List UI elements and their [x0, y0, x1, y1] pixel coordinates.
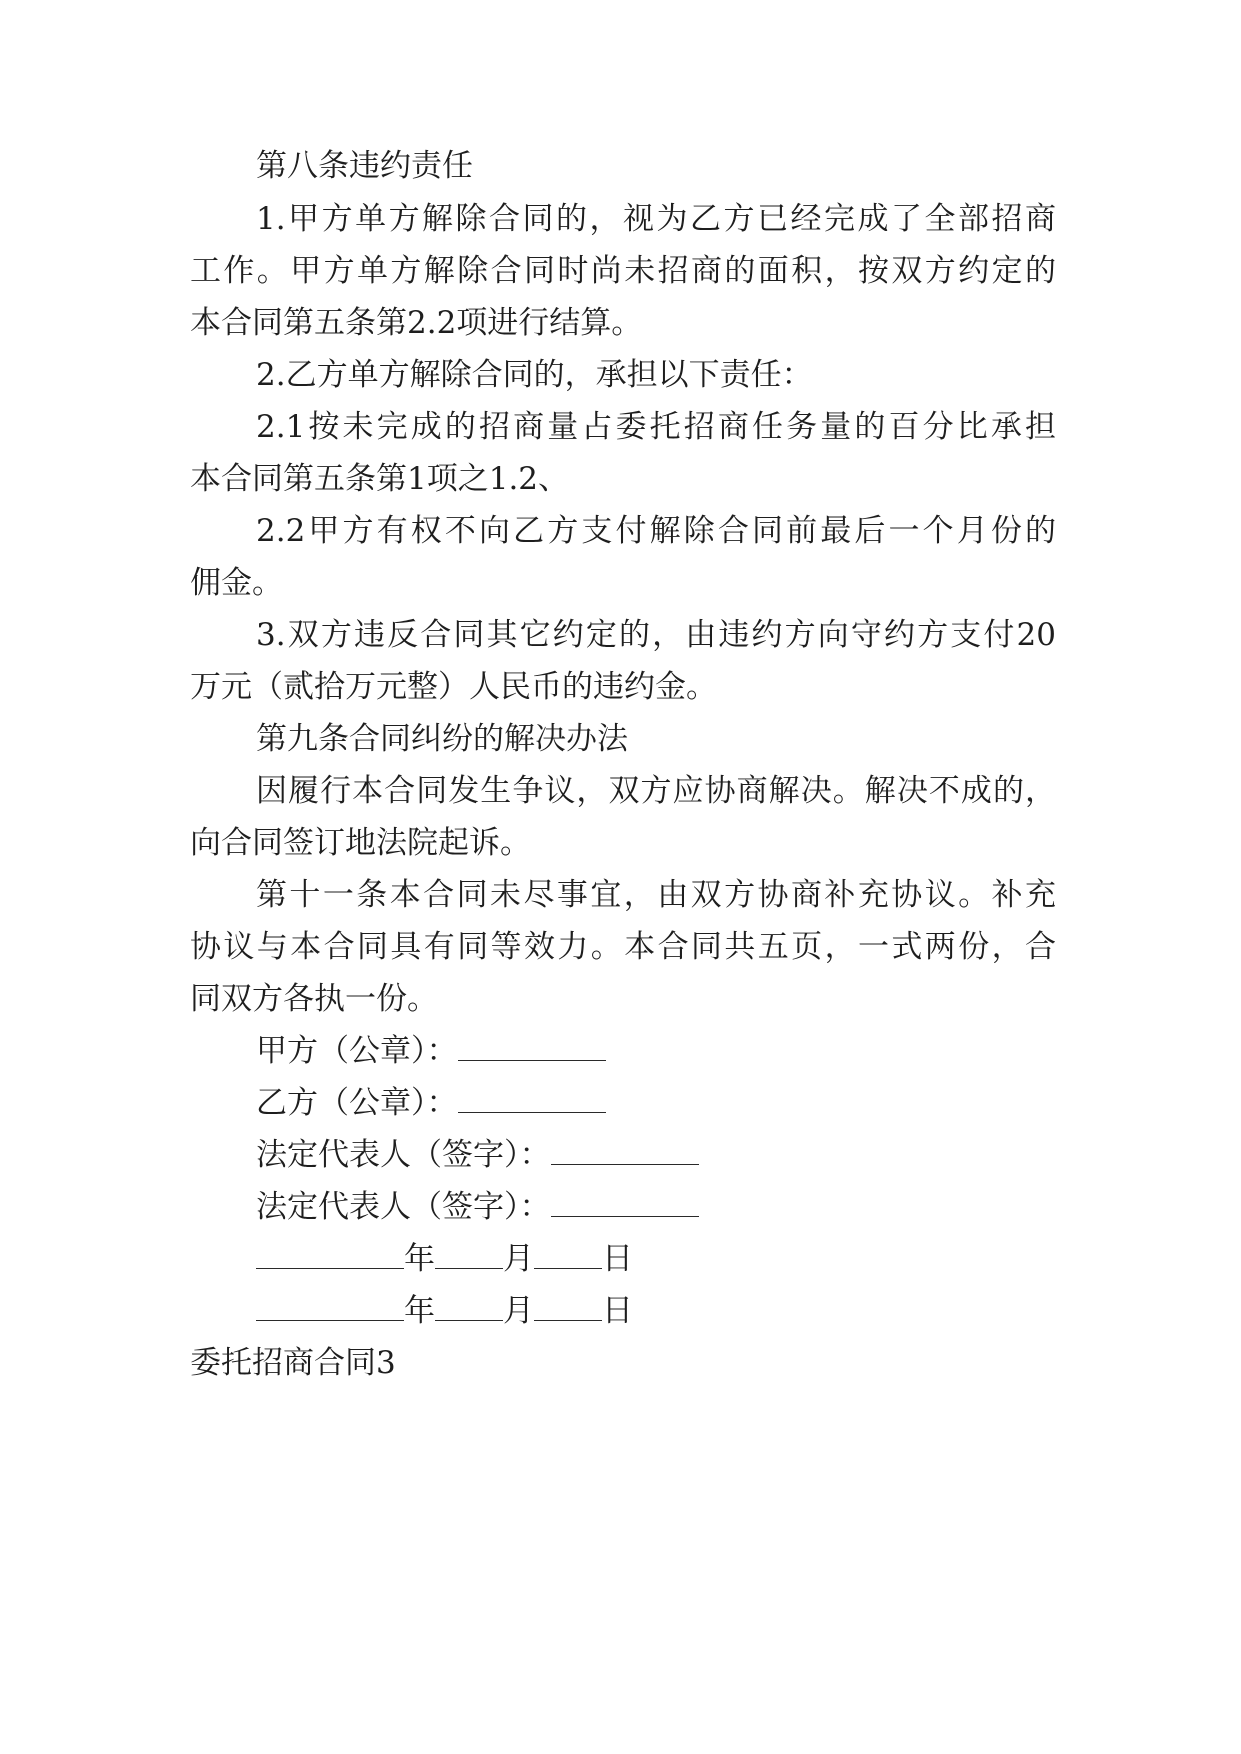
year-label: 年	[404, 1241, 435, 1277]
next-section-title: 委托招商合同3	[190, 1345, 396, 1381]
paragraph-line: 本合同第五条第2.2项进行结算。	[190, 305, 643, 341]
article-9-heading: 第九条合同纠纷的解决办法	[256, 721, 628, 757]
party-a-blank	[458, 1032, 606, 1061]
paragraph-line: 第十一条本合同未尽事宜，由双方协商补充协议。补充	[256, 877, 1056, 913]
year-blank	[256, 1240, 404, 1269]
paragraph-line: 工作。甲方单方解除合同时尚未招商的面积，按双方约定的	[190, 253, 1056, 289]
legal-rep-2-label: 法定代表人（签字）：	[256, 1189, 551, 1225]
paragraph-line: 2.1按未完成的招商量占委托招商任务量的百分比承担	[256, 409, 1056, 445]
day-label: 日	[602, 1241, 633, 1277]
year-blank	[256, 1292, 404, 1321]
paragraph-line: 因履行本合同发生争议，双方应协商解决。解决不成的，	[256, 773, 1056, 809]
paragraph-line: 向合同签订地法院起诉。	[190, 825, 531, 861]
month-blank	[435, 1240, 503, 1269]
paragraph-line: 1.甲方单方解除合同的，视为乙方已经完成了全部招商	[256, 201, 1056, 237]
legal-rep-1-label: 法定代表人（签字）：	[256, 1137, 551, 1173]
party-a-signature-line	[256, 1031, 606, 1071]
paragraph-line: 3.双方违反合同其它约定的，由违约方向守约方支付20	[256, 617, 1056, 653]
article-8-heading: 第八条违约责任	[256, 148, 473, 184]
paragraph-line: 同双方各执一份。	[190, 981, 438, 1017]
party-b-blank	[458, 1084, 606, 1113]
legal-rep-1-signature-line	[256, 1135, 699, 1175]
party-b-label: 乙方（公章）：	[256, 1085, 458, 1121]
paragraph-line: 本合同第五条第1项之1.2、	[190, 461, 570, 497]
month-label: 月	[503, 1293, 534, 1329]
paragraph-line: 2.2甲方有权不向乙方支付解除合同前最后一个月份的	[256, 513, 1056, 549]
party-a-label: 甲方（公章）：	[256, 1033, 458, 1069]
month-blank	[435, 1292, 503, 1321]
year-label: 年	[404, 1293, 435, 1329]
paragraph-line: 佣金。	[190, 565, 283, 601]
legal-rep-2-signature-line	[256, 1187, 699, 1227]
date-line-1	[256, 1239, 633, 1279]
paragraph-line: 万元（贰拾万元整）人民币的违约金。	[190, 669, 717, 705]
date-line-2	[256, 1291, 633, 1331]
day-blank	[534, 1240, 602, 1269]
legal-rep-2-blank	[551, 1188, 699, 1217]
month-label: 月	[503, 1241, 534, 1277]
paragraph-line: 协议与本合同具有同等效力。本合同共五页，一式两份，合	[190, 929, 1056, 965]
legal-rep-1-blank	[551, 1136, 699, 1165]
day-label: 日	[602, 1293, 633, 1329]
document-page	[190, 0, 1056, 1754]
party-b-signature-line	[256, 1083, 606, 1123]
day-blank	[534, 1292, 602, 1321]
paragraph-line: 2.乙方单方解除合同的，承担以下责任：	[256, 357, 813, 393]
